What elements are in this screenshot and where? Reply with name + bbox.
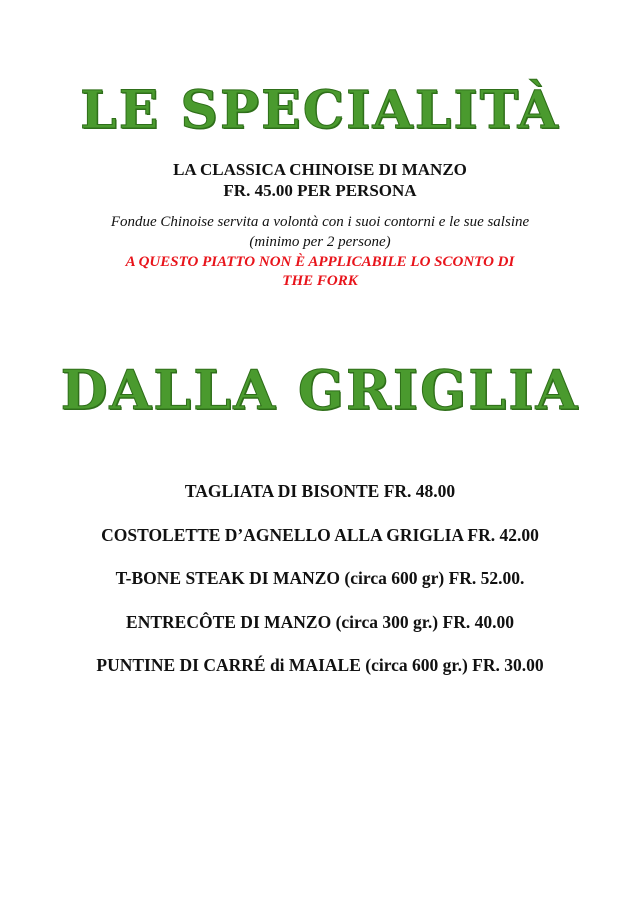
- specialita-heading: LE SPECIALITÀ: [80, 80, 560, 141]
- griglia-heading: DALLA GRIGLIA: [60, 358, 580, 422]
- discount-notice-line2: THE FORK: [282, 273, 358, 289]
- grill-item: TAGLIATA DI BISONTE FR. 48.00: [184, 481, 456, 501]
- dish-minimum-note: (minimo per 2 persone): [249, 234, 391, 250]
- dish-description: Fondue Chinoise servita a volontà con i suoi contorni e le sue salsine: [110, 214, 530, 230]
- dish-name: LA CLASSICA CHINOISE DI MANZO: [173, 160, 467, 179]
- grill-item: PUNTINE DI CARRÉ di MAIALE (circa 600 gr.) FR. 30.00: [96, 655, 544, 675]
- discount-notice-line1: A QUESTO PIATTO NON È APPLICABILE LO SCONTO DI: [125, 254, 515, 270]
- grill-item: ENTRECÔTE DI MANZO (circa 300 gr.) FR. 40.00: [126, 612, 514, 632]
- grill-item: T-BONE STEAK DI MANZO (circa 600 gr) FR. 52.00.: [115, 568, 525, 588]
- grill-item: COSTOLETTE D’AGNELLO ALLA GRIGLIA FR. 42.00: [101, 525, 539, 545]
- dish-price: FR. 45.00 PER PERSONA: [223, 181, 417, 200]
